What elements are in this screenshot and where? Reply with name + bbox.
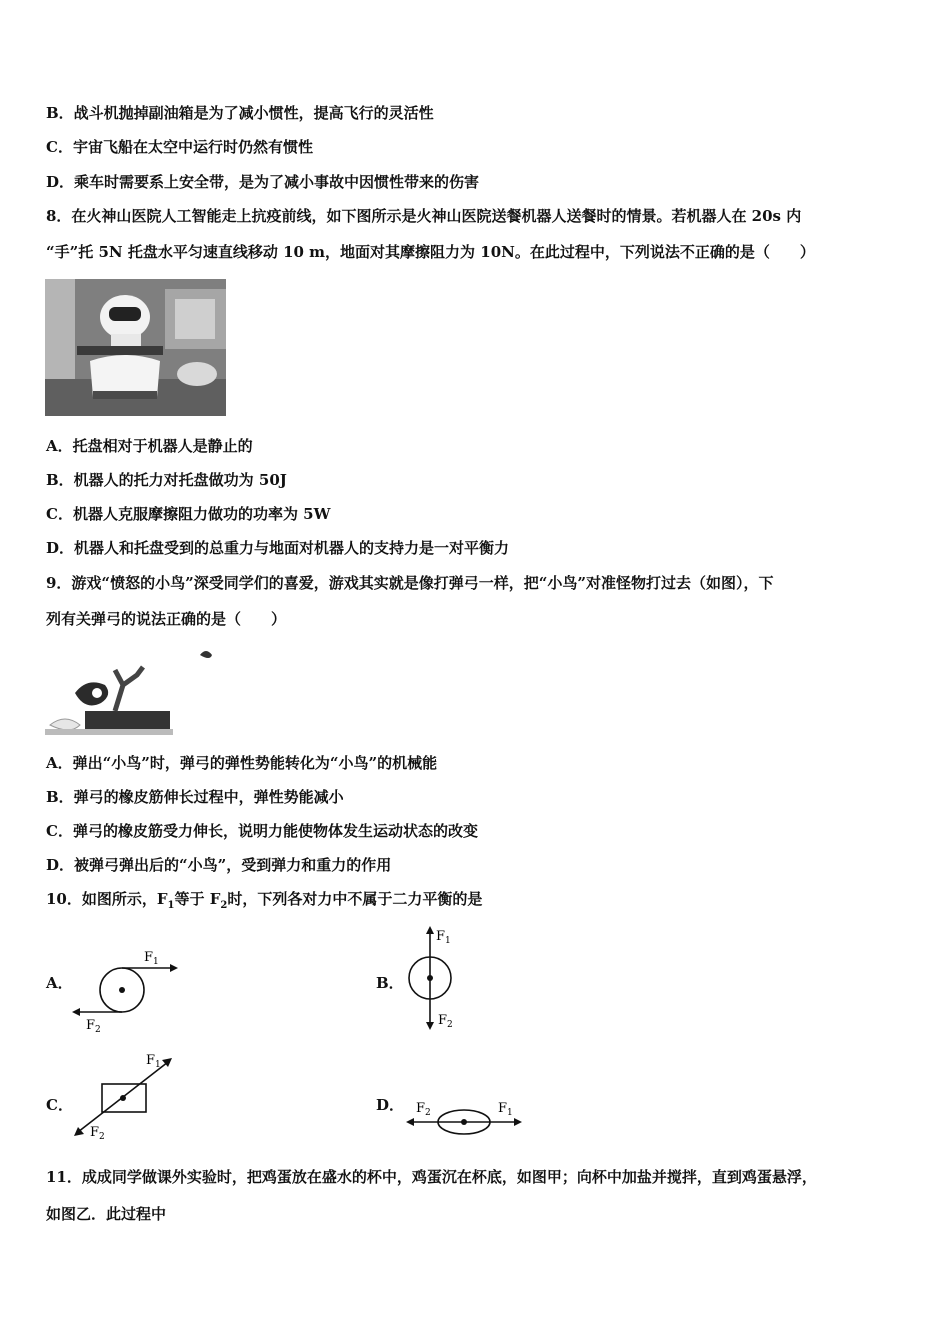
q8-stem-line1: 8．在火神山医院人工智能走上抗疫前线，如下图所示是火神山医院送餐机器人送餐时的情景。若机器人在 20s 内 (46, 207, 802, 225)
q7-option-c: C．宇宙飞船在太空中运行时仍然有惯性 (46, 138, 313, 156)
q10-label-a: A． (46, 974, 73, 992)
svg-text:F2: $F_2$ (86, 1018, 101, 1035)
q7-option-b: B．战斗机抛掉副油箱是为了减小惯性，提高飞行的灵活性 (46, 104, 434, 122)
q10-figure-d (404, 1094, 526, 1142)
q10-figure-a (70, 945, 180, 1035)
q10-label-b: B． (376, 974, 404, 992)
svg-text:F1: $F_1$ (436, 929, 451, 946)
q11-stem-line2: 如图乙．此过程中 (46, 1205, 167, 1223)
q9-option-c: C．弹弓的橡皮筋受力伸长，说明力能使物体发生运动状态的改变 (46, 822, 478, 840)
svg-text:F1: $F_1$ (146, 1053, 161, 1070)
svg-text:F1: $F_1$ (498, 1101, 513, 1118)
q10-label-c: C． (46, 1096, 73, 1114)
q10-label-d: D． (376, 1096, 405, 1114)
q10-stem: 10．如图所示，$F_1$等于 $F_2$时，下列各对力中不属于二力平衡的是 (46, 890, 483, 911)
q9-option-a: A．弹出“小鸟”时，弹弓的弹性势能转化为“小鸟”的机械能 (46, 754, 438, 772)
robot-photo (45, 279, 226, 416)
svg-text:F1: $F_1$ (144, 950, 159, 967)
q8-stem-line2: “手”托 5N 托盘水平匀速直线移动 10 m，地面对其摩擦阻力为 10N。在此过程中，下列说法不正确的是（ ） (46, 243, 815, 261)
q8-option-d: D．机器人和托盘受到的总重力与地面对机器人的支持力是一对平衡力 (46, 539, 510, 557)
q9-option-d: D．被弹弓弹出后的“小鸟”，受到弹力和重力的作用 (46, 856, 392, 874)
q10-figure-b (400, 924, 464, 1036)
q9-stem-line1: 9．游戏“愤怒的小鸟”深受同学们的喜爱，游戏其实就是像打弹弓一样，把“小鸟”对准怪物打过去（如图），下 (46, 574, 774, 592)
q9-option-b: B．弹弓的橡皮筋伸长过程中，弹性势能减小 (46, 788, 344, 806)
svg-text:F2: $F_2$ (90, 1125, 105, 1142)
q8-option-c: C．机器人克服摩擦阻力做功的功率为 5W (46, 505, 331, 523)
angry-birds-slingshot-figure (45, 645, 220, 737)
q10-figure-c (68, 1050, 178, 1142)
q7-option-d: D．乘车时需要系上安全带，是为了减小事故中因惯性带来的伤害 (46, 173, 480, 191)
q9-stem-line2: 列有关弹弓的说法正确的是（ ） (46, 610, 287, 628)
q11-stem-line1: 11．成成同学做课外实验时，把鸡蛋放在盛水的杯中，鸡蛋沉在杯底，如图甲；向杯中加盐并搅拌，直到鸡蛋悬浮， (46, 1168, 817, 1186)
svg-text:F2: $F_2$ (416, 1101, 431, 1118)
q8-option-b: B．机器人的托力对托盘做功为 50J (46, 471, 287, 489)
q8-option-a: A．托盘相对于机器人是静止的 (46, 437, 253, 455)
svg-text:F2: $F_2$ (438, 1013, 453, 1030)
